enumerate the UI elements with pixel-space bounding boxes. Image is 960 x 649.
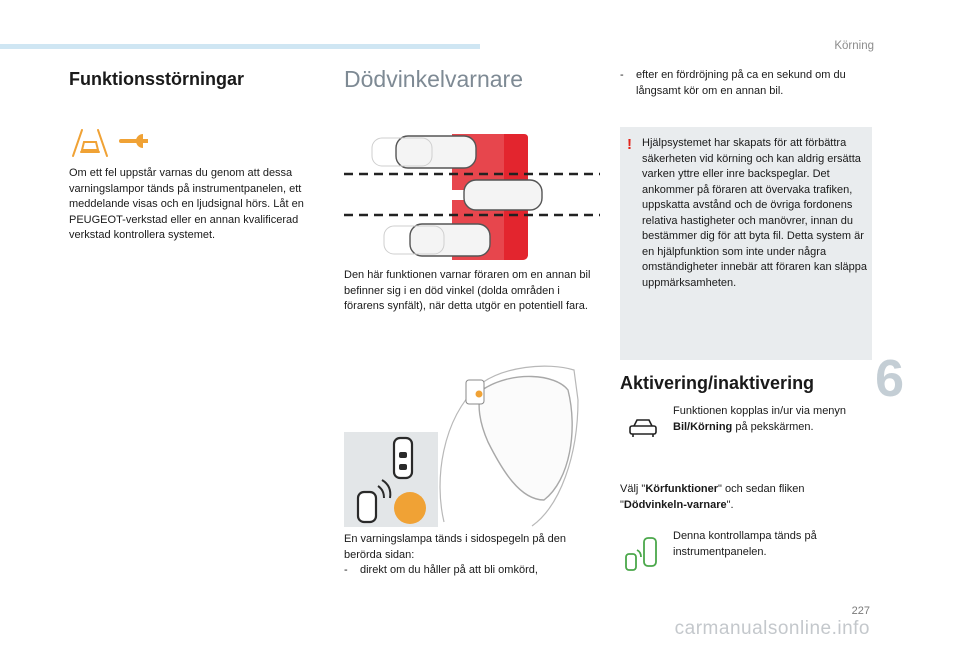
condition-dash: - bbox=[344, 564, 348, 576]
condition-dash: - bbox=[620, 69, 624, 81]
blind-spot-lamp-icon bbox=[624, 536, 662, 572]
lane-warning-icon bbox=[70, 126, 110, 160]
mirror-lamp-detail bbox=[344, 432, 438, 527]
malfunction-title: Funktionsstörningar bbox=[69, 69, 244, 89]
menu-instruction: Funktionen kopplas in/ur via menyn Bil/Körning på pekskärmen. bbox=[673, 405, 847, 433]
function-name: Körfunktioner bbox=[645, 483, 719, 495]
menu-path: Bil/Körning bbox=[673, 420, 733, 433]
page-number: 227 bbox=[851, 605, 870, 617]
note-text: Hjälpsystemet har skapats för att förbättra säkerheten vid körning och kan aldrig ersätta varken yttre eller inre backspeglar. Det ankommer på föraren att övervaka trafiken, uppskatta avstånd och de övriga fordonens relativa hastigheter och manövrer, innan du bestämmer dig för att byta fil. Detta system är en hjälpfunktion som inte under några omständigheter innebär att föraren kan släppa uppmärksamheten. bbox=[642, 137, 868, 289]
malfunction-text: Om ett fel uppstår varnas du genom att dessa varningslampor tänds på instrumentpanelen, ett meddelande visas och en ljudsignal hörs. Låt en PEUGEOT-verkstad eller en annan kvalificerad verkstad kontrollera systemet. bbox=[69, 167, 304, 241]
blind-spot-zone-illustration bbox=[344, 130, 600, 262]
condition-item bbox=[620, 68, 872, 99]
side-mirror-illustration bbox=[432, 360, 582, 530]
mirror-lamp-text: En varningslampa tänds i sidospegeln på den berörda sidan: bbox=[344, 533, 566, 561]
warning-mark-icon: ! bbox=[627, 136, 632, 153]
note-box bbox=[620, 127, 872, 360]
activation-title: Aktivering/inaktivering bbox=[620, 373, 815, 393]
wrench-icon bbox=[117, 132, 157, 150]
blind-spot-intro: Den här funktionen varnar föraren om en annan bil befinner sig i en död vinkel (dolda områden i förarens synfält), när detta utgör en potentiell fara. bbox=[344, 269, 591, 312]
chapter-number: 6 bbox=[875, 350, 904, 408]
header-bar bbox=[0, 44, 480, 49]
select-instruction: Välj "Körfunktioner" och sedan fliken "Dödvinkeln-varnare". bbox=[620, 483, 805, 511]
condition-text: direkt om du håller på att bli omkörd, bbox=[360, 564, 538, 576]
blind-spot-title: Dödvinkelvarnare bbox=[344, 66, 523, 92]
car-menu-icon bbox=[628, 418, 658, 438]
lamp-description: Denna kontrollampa tänds på instrumentpanelen. bbox=[673, 530, 817, 558]
tab-name: Dödvinkeln-varnare bbox=[623, 498, 727, 511]
condition-item bbox=[344, 563, 602, 579]
watermark: carmanualsonline.info bbox=[674, 618, 870, 639]
condition-text: efter en fördröjning på ca en sekund om du långsamt kör om en annan bil. bbox=[636, 69, 846, 97]
section-label: Körning bbox=[834, 40, 874, 52]
